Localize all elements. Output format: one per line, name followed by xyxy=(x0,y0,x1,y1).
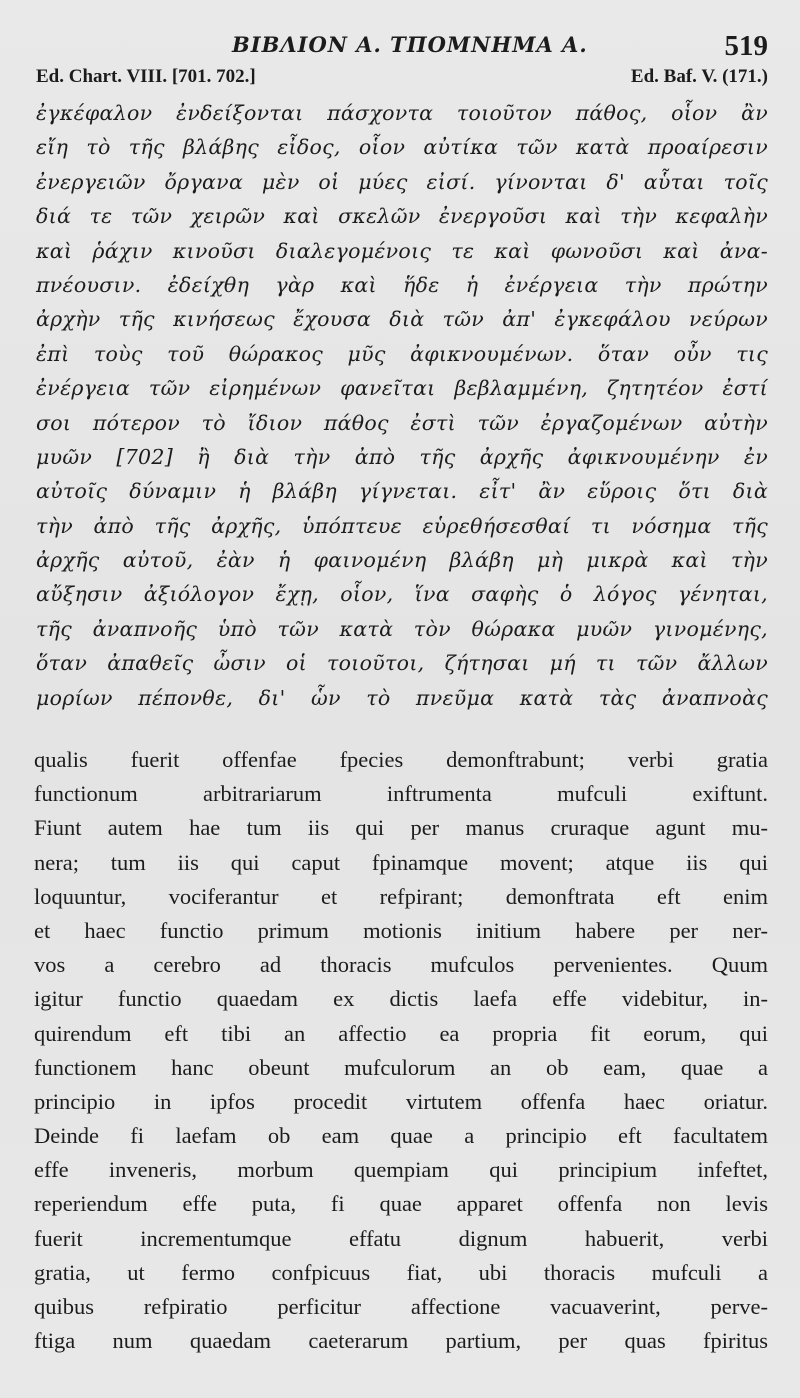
latin-line: quibus refpiratio perficitur affectione vacuaverint, perve- xyxy=(34,1294,768,1319)
latin-text-block xyxy=(34,743,768,1358)
latin-line: vos a cerebro ad thoracis mufculos pervenientes. Quum xyxy=(34,952,768,978)
latin-line: loquuntur, vociferantur et refpirant; demonftrata eft enim xyxy=(34,883,768,909)
greek-text-block xyxy=(36,96,768,715)
greek-line: ἀρχὴν τῆς κινήσεως ἔχουσα διὰ τῶν ἀπ' ἐγκεφάλου νεύρων xyxy=(36,307,768,332)
greek-line: ὅταν ἀπαθεῖς ὦσιν οἱ τοιοῦτοι, ζήτησαι μή τι τῶν ἄλλων xyxy=(36,651,768,676)
latin-line: functionem hanc obeunt mufculorum an ob eam, quae a xyxy=(34,1054,768,1080)
greek-line: ἐπὶ τοὺς τοῦ θώρακος μῦς ἀφικνουμένων. ὅταν οὖν τις xyxy=(36,341,768,366)
latin-line: igitur functio quaedam ex dictis laefa effe videbitur, in- xyxy=(34,986,768,1012)
running-head xyxy=(0,30,800,64)
latin-line: reperiendum effe puta, fi quae apparet offenfa non levis xyxy=(34,1191,768,1217)
latin-line: nera; tum iis qui caput fpinamque movent; atque iis qui xyxy=(34,849,768,875)
greek-line: τῆς ἀναπνοῆς ὑπὸ τῶν κατὰ τὸν θώρακα μυῶν γινομένης, xyxy=(36,616,768,641)
greek-line: εἴη τὸ τῆς βλάβης εἶδος, οἷον αὐτίκα τῶν κατὰ προαίρεσιν xyxy=(36,135,768,160)
latin-line: Deinde fi laefam ob eam quae a principio eft facultatem xyxy=(34,1123,768,1149)
greek-line: αὔξησιν ἀξιόλογον ἔχῃ, οἷον, ἵνα σαφὴς ὁ λόγος γένηται, xyxy=(36,582,768,607)
greek-line: πνέουσιν. ἐδείχθη γὰρ καὶ ἥδε ἡ ἐνέργεια τὴν πρώτην xyxy=(36,272,768,297)
latin-line: quirendum eft tibi an affectio ea propria fit eorum, qui xyxy=(34,1020,768,1046)
greek-line: ἐνέργεια τῶν εἰρημένων φανεῖται βεβλαμμένη, ζητητέον ἐστί xyxy=(36,376,768,401)
latin-line: et haec functio primum motionis initium habere per ner- xyxy=(34,917,768,943)
greek-line: σοι πότερον τὸ ἴδιον πάθος ἐστὶ τῶν ἐργαζομένων αὐτὴν xyxy=(36,410,768,435)
latin-line: functionum arbitrariarum inftrumenta mufculi exiftunt. xyxy=(34,781,768,807)
greek-line: αὐτοῖς δύναμιν ἡ βλάβη γίγνεται. εἶτ' ἂν εὕροις ὅτι διὰ xyxy=(36,479,768,504)
latin-line: gratia, ut fermo confpicuus fiat, ubi thoracis mufculi a xyxy=(34,1259,768,1285)
edition-reference-line xyxy=(36,66,768,92)
page-number: 519 xyxy=(724,30,768,62)
greek-line: μορίων πέπονθε, δι' ὧν τὸ πνεῦμα κατὰ τὰς ἀναπνοὰς xyxy=(36,685,768,710)
greek-line: ἐνεργειῶν ὄργανα μὲν οἱ μύες εἰσί. γίνονται δ' αὗται τοῖς xyxy=(36,169,768,194)
latin-line: ftiga num quaedam caeterarum partium, per quas fpiritus xyxy=(34,1328,768,1354)
latin-line: Fiunt autem hae tum iis qui per manus cruraque agunt mu- xyxy=(34,815,768,841)
greek-line: καὶ ῥάχιν κινοῦσι διαλεγομένοις τε καὶ φωνοῦσι καὶ ἀνα- xyxy=(36,238,768,263)
greek-line: μυῶν [702] ἢ διὰ τὴν ἀπὸ τῆς ἀρχῆς ἀφικνουμένην ἐν xyxy=(36,444,768,469)
greek-line: διά τε τῶν χειρῶν καὶ σκελῶν ἐνεργοῦσι καὶ τὴν κεφαλὴν xyxy=(36,204,768,229)
latin-line: principio in ipfos procedit virtutem offenfa haec oriatur. xyxy=(34,1088,768,1114)
edition-chartier-reference: Ed. Chart. VIII. [701. 702.] xyxy=(36,66,256,87)
latin-line: effe inveneris, morbum quempiam qui principium infeftet, xyxy=(34,1157,768,1183)
running-title: ΒΙΒΛΙΟΝ Α. ΤΠΟΜΝΗΜΑ Α. xyxy=(232,32,588,57)
latin-line: qualis fuerit offenfae fpecies demonftrabunt; verbi gratia xyxy=(34,747,768,772)
greek-line: ἐγκέφαλον ἐνδείξονται πάσχοντα τοιοῦτον πάθος, οἷον ἂν xyxy=(36,101,768,125)
latin-line: fuerit incrementumque effatu dignum habuerit, verbi xyxy=(34,1225,768,1251)
greek-line: τὴν ἀπὸ τῆς ἀρχῆς, ὑπόπτευε εὑρεθήσεσθαί τι νόσημα τῆς xyxy=(36,513,768,538)
edition-basel-reference: Ed. Baf. V. (171.) xyxy=(630,66,768,87)
greek-line: ἀρχῆς αὐτοῦ, ἐὰν ἡ φαινομένη βλάβη μὴ μικρὰ καὶ τὴν xyxy=(36,548,768,573)
